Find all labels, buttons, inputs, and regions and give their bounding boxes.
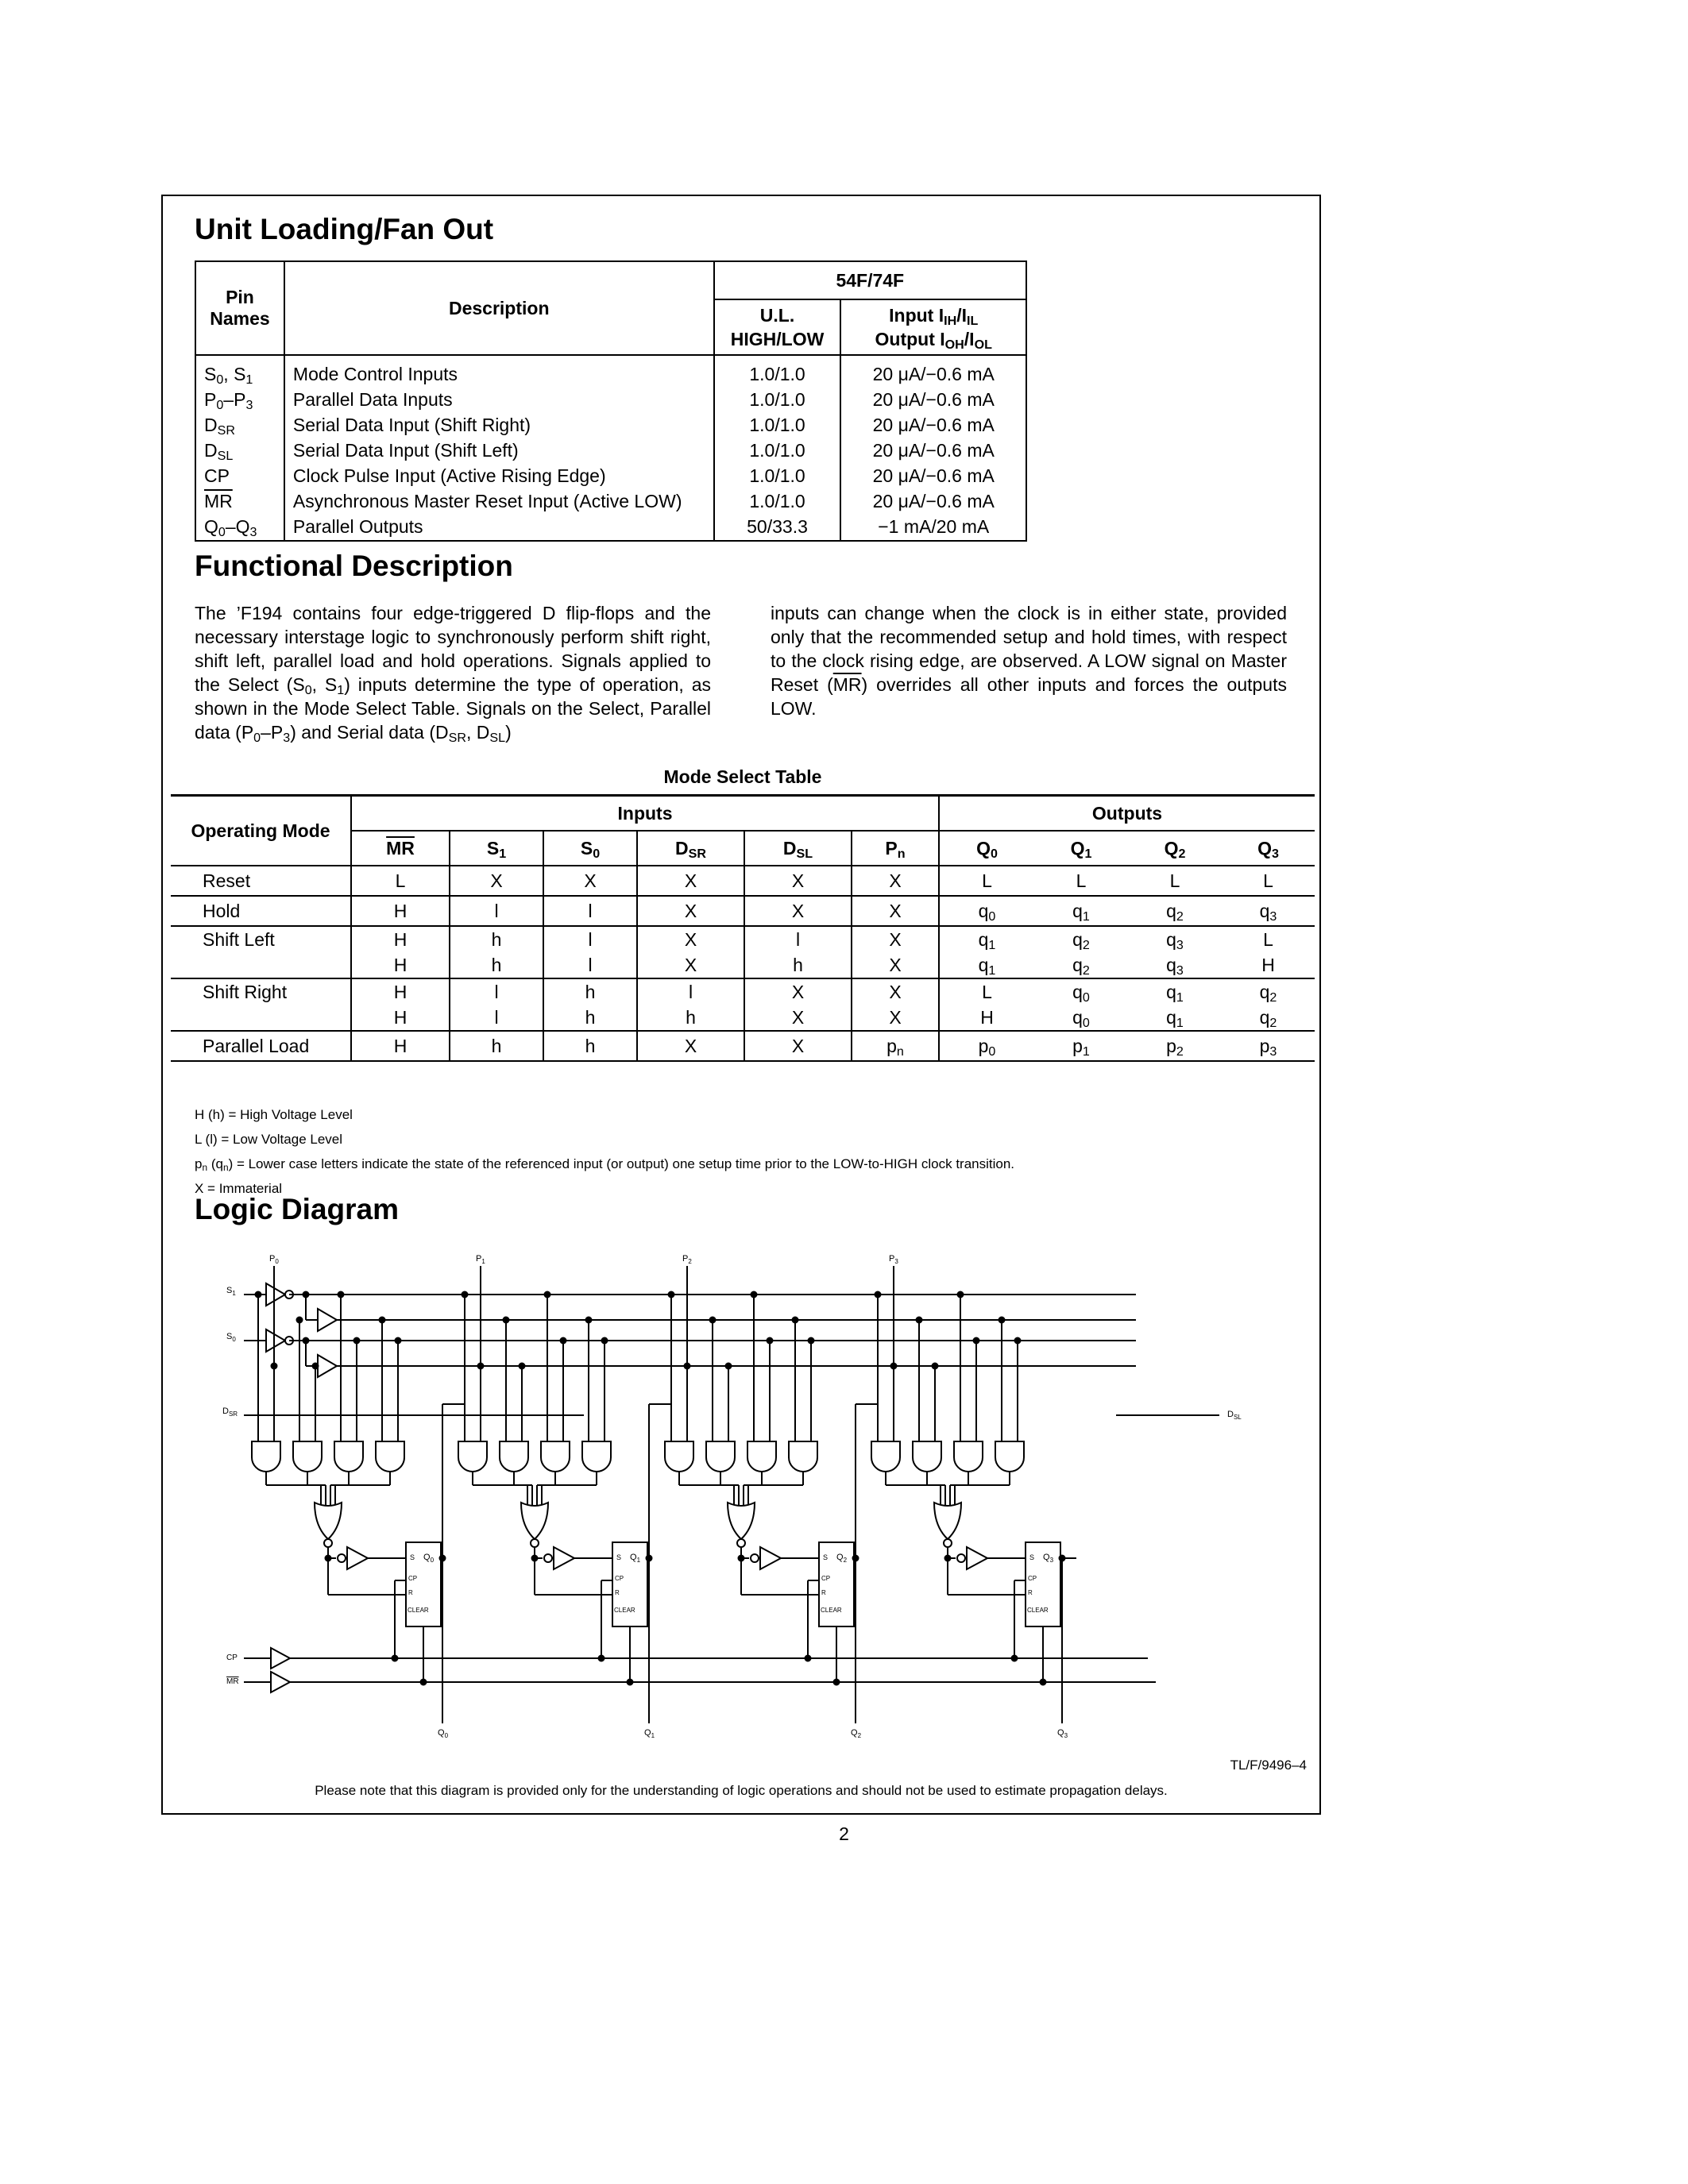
col-inputs: Inputs (351, 796, 939, 832)
junction-dot (726, 1364, 732, 1369)
junction-dot (392, 1656, 398, 1661)
ff-s-label: S (823, 1553, 829, 1561)
ff-cp-label: CP (615, 1575, 624, 1582)
nor-gate (315, 1503, 342, 1539)
ff-cp-label: CP (408, 1575, 418, 1582)
and-gate (376, 1441, 404, 1472)
s0-label: $S_0$ (226, 1332, 236, 1343)
junction-dot (1041, 1680, 1046, 1685)
junction-dot (933, 1364, 938, 1369)
ff-clear-label: CLEAR (408, 1607, 429, 1614)
junction-dot (256, 1292, 261, 1298)
data-buffer (347, 1547, 368, 1569)
col-pin-names: Pin Names (195, 261, 284, 355)
junction-dot (272, 1364, 277, 1369)
logic-diagram (195, 1247, 1291, 1755)
table-row: H h l X h X $q_1$ $q_2$ $q_3$ H (171, 952, 1315, 978)
ff-r-label: R (408, 1589, 413, 1596)
mr-buffer (271, 1672, 290, 1692)
junction-dot (1015, 1338, 1021, 1344)
ff-s-label: S (410, 1553, 415, 1561)
and-gate (665, 1441, 693, 1472)
junction-dot (628, 1680, 633, 1685)
data-buffer (760, 1547, 781, 1569)
inverter-bubble (324, 1539, 332, 1547)
inverter-bubble (751, 1554, 759, 1562)
note-pn: $p_n$ $(q_n)$ = Lower case letters indicate the state of the referenced input (or output) one setup time prior to the LOW-to-HIGH clock transition. (195, 1156, 1015, 1173)
s1-buffer (318, 1309, 337, 1331)
col-mr: $\overline{MR}$ (351, 831, 450, 866)
table-row: $P_0-P_3$ Parallel Data Inputs 1.0/1.0 20 μA/−0.6 mA (195, 387, 1026, 412)
ff-s-label: S (1029, 1553, 1035, 1561)
mode-select-table (171, 794, 1315, 1062)
and-gate (871, 1441, 900, 1472)
nor-gate (728, 1503, 755, 1539)
junction-dot (685, 1364, 690, 1369)
ff-r-label: R (1028, 1589, 1033, 1596)
ff-r-label: R (821, 1589, 826, 1596)
page-number: 2 (839, 1823, 849, 1844)
col-family: 54F/74F (714, 261, 1026, 299)
junction-dot (462, 1292, 468, 1298)
col-q0: $Q_0$ (939, 831, 1034, 866)
and-gate (995, 1441, 1024, 1472)
figure-id: TL/F/9496–4 (1230, 1758, 1307, 1773)
col-s1: $S_1$ (450, 831, 543, 866)
nor-gate (521, 1503, 548, 1539)
dsl-label: $D_{SL}$ (1227, 1410, 1242, 1421)
ff-cp-label: CP (1028, 1575, 1037, 1582)
table-row: CP Clock Pulse Input (Active Rising Edge) 1.0/1.0 20 μA/−0.6 mA (195, 463, 1026, 488)
q0-label: $Q_0$ (438, 1728, 449, 1739)
col-s0: $S_0$ (543, 831, 637, 866)
junction-dot (561, 1338, 566, 1344)
inverter-bubble (737, 1539, 745, 1547)
table-row: H l h h X X H $q_0$ $q_1$ $q_2$ (171, 1005, 1315, 1031)
col-ul: U.L. HIGH/LOW (714, 299, 841, 355)
table-row: $D_{SR}$ Serial Data Input (Shift Right) 1.0/1.0 20 μA/−0.6 mA (195, 412, 1026, 438)
and-gate (334, 1441, 363, 1472)
s0-buffer (318, 1355, 337, 1377)
cp-label: CP (226, 1653, 238, 1662)
q3-label: $Q_3$ (1057, 1728, 1068, 1739)
ff-clear-label: CLEAR (614, 1607, 635, 1614)
logic-heading: Logic Diagram (195, 1193, 399, 1225)
junction-dot (396, 1338, 401, 1344)
note-l: L (l) = Low Voltage Level (195, 1132, 343, 1147)
p2-label: $P_2$ (682, 1254, 692, 1265)
and-gate (500, 1441, 528, 1472)
junction-dot (834, 1680, 840, 1685)
junction-dot (504, 1318, 509, 1323)
diagram-disclaimer: Please note that this diagram is provided only for the understanding of logic operations and should not be used to estimate propagation delays. (315, 1783, 1168, 1798)
table-row: Hold H l l X X X $q_0$ $q_1$ $q_2$ $q_3$ (171, 896, 1315, 926)
nor-gate (934, 1503, 961, 1539)
data-buffer (967, 1547, 987, 1569)
col-q1: $Q_1$ (1034, 831, 1128, 866)
ff-s-label: S (616, 1553, 622, 1561)
mr-label: MR (226, 1677, 239, 1686)
s0-inverter (266, 1329, 285, 1352)
junction-dot (1012, 1656, 1018, 1661)
col-dsr: $D_{SR}$ (637, 831, 744, 866)
and-gate (541, 1441, 570, 1472)
junction-dot (974, 1338, 979, 1344)
and-gate (252, 1441, 280, 1472)
q2-label: $Q_2$ (851, 1728, 862, 1739)
junction-dot (313, 1364, 319, 1369)
junction-dot (669, 1292, 674, 1298)
table-row: Shift Right H l h l X X L $q_0$ $q_1$ $q_2$ (171, 978, 1315, 1005)
junction-dot (809, 1338, 814, 1344)
junction-dot (602, 1338, 608, 1344)
junction-dot (805, 1656, 811, 1661)
junction-dot (586, 1318, 592, 1323)
table-row: Shift Left H h l X l X $q_1$ $q_2$ $q_3$ L (171, 926, 1315, 952)
and-gate (293, 1441, 322, 1472)
inverter-bubble (338, 1554, 346, 1562)
inverter-bubble (957, 1554, 965, 1562)
col-dsl: $D_{SL}$ (744, 831, 852, 866)
junction-dot (917, 1318, 922, 1323)
dsr-label: $D_{SR}$ (222, 1406, 238, 1418)
table-row: $D_{SL}$ Serial Data Input (Shift Left) 1.0/1.0 20 μA/−0.6 mA (195, 438, 1026, 463)
junction-dot (875, 1292, 881, 1298)
table-row: $\overline{MR}$ Asynchronous Master Reset Input (Active LOW) 1.0/1.0 20 μA/−0.6 mA (195, 488, 1026, 514)
col-operating-mode: Operating Mode (171, 796, 351, 866)
junction-dot (338, 1292, 344, 1298)
col-pn: $P_n$ (852, 831, 939, 866)
p3-label: $P_3$ (889, 1254, 898, 1265)
junction-dot (599, 1656, 605, 1661)
junction-dot (958, 1292, 964, 1298)
junction-dot (751, 1292, 757, 1298)
ff-cp-label: CP (821, 1575, 831, 1582)
unit-loading-heading: Unit Loading/Fan Out (195, 213, 494, 245)
junction-dot (545, 1292, 550, 1298)
functional-text-right: inputs can change when the clock is in either state, provided only that the recommended setup and hold times, with respect to the clock rising edge, are observed. A LOW signal on Master Reset $(\overline{MR})$ overrides all other inputs and forces the outputs LOW. (771, 603, 1287, 719)
junction-dot (999, 1318, 1005, 1323)
ff-q-label: $Q_1$ (630, 1553, 641, 1564)
table-row: $S_0$, $S_1$ Mode Control Inputs 1.0/1.0 20 μA/−0.6 mA (195, 355, 1026, 387)
and-gate (789, 1441, 817, 1472)
inverter-bubble (544, 1554, 552, 1562)
ff-clear-label: CLEAR (1027, 1607, 1049, 1614)
col-description: Description (284, 261, 714, 355)
and-gate (954, 1441, 983, 1472)
cp-buffer (271, 1648, 290, 1669)
table-row: $Q_0-Q_3$ Parallel Outputs 50/33.3 −1 mA/20 mA (195, 514, 1026, 541)
junction-dot (478, 1364, 484, 1369)
functional-heading: Functional Description (195, 550, 513, 582)
junction-dot (767, 1338, 773, 1344)
ff-q-label: $Q_3$ (1043, 1553, 1054, 1564)
col-q3: $Q_3$ (1222, 831, 1315, 866)
data-buffer (554, 1547, 574, 1569)
junction-dot (891, 1364, 897, 1369)
and-gate (458, 1441, 487, 1472)
functional-text-left: The ’F194 contains four edge-triggered D flip-flops and the necessary interstage logic to synchronously perform shift right, shift left, parallel load and hold operations. Signals applied to the Select ($S_0$, $S_1$) inputs determine the type of operation, as shown in the Mode Select Table. Signals on the Select, Parallel data $(P_0-P_3)$ and Serial data ($D_{SR}$, $D_{SL}$) (195, 603, 711, 746)
col-input-output: Input $I_{IH}/I_{IL}$ Output $I_{OH}/I_{OL}$ (840, 299, 1026, 355)
mode-table-title: Mode Select Table (663, 766, 822, 787)
ff-r-label: R (615, 1589, 620, 1596)
p1-label: $P_1$ (476, 1254, 485, 1265)
junction-dot (520, 1364, 525, 1369)
inverter-bubble (944, 1539, 952, 1547)
unit-loading-table (195, 260, 1027, 542)
ff-q-label: $Q_0$ (423, 1553, 435, 1564)
note-h: H (h) = High Voltage Level (195, 1107, 353, 1122)
p0-label: $P_0$ (269, 1254, 279, 1265)
col-outputs: Outputs (939, 796, 1315, 832)
table-row: Parallel Load H h h X X $p_n$ $p_0$ $p_1$ $p_2$ $p_3$ (171, 1031, 1315, 1061)
ff-q-label: $Q_2$ (836, 1553, 848, 1564)
junction-dot (793, 1318, 798, 1323)
junction-dot (710, 1318, 716, 1323)
s1-label: $S_1$ (226, 1286, 236, 1297)
q1-label: $Q_1$ (644, 1728, 655, 1739)
junction-dot (380, 1318, 385, 1323)
note-x: X = Immaterial (195, 1181, 283, 1196)
ff-clear-label: CLEAR (821, 1607, 842, 1614)
table-row: Reset L X X X X X L L L L (171, 866, 1315, 896)
junction-dot (354, 1338, 360, 1344)
and-gate (747, 1441, 776, 1472)
junction-dot (297, 1318, 303, 1323)
s1-inverter (266, 1283, 285, 1306)
inverter-bubble (531, 1539, 539, 1547)
junction-dot (421, 1680, 427, 1685)
and-gate (582, 1441, 611, 1472)
table-notes (195, 1102, 1014, 1201)
col-q2: $Q_2$ (1128, 831, 1222, 866)
and-gate (913, 1441, 941, 1472)
and-gate (706, 1441, 735, 1472)
